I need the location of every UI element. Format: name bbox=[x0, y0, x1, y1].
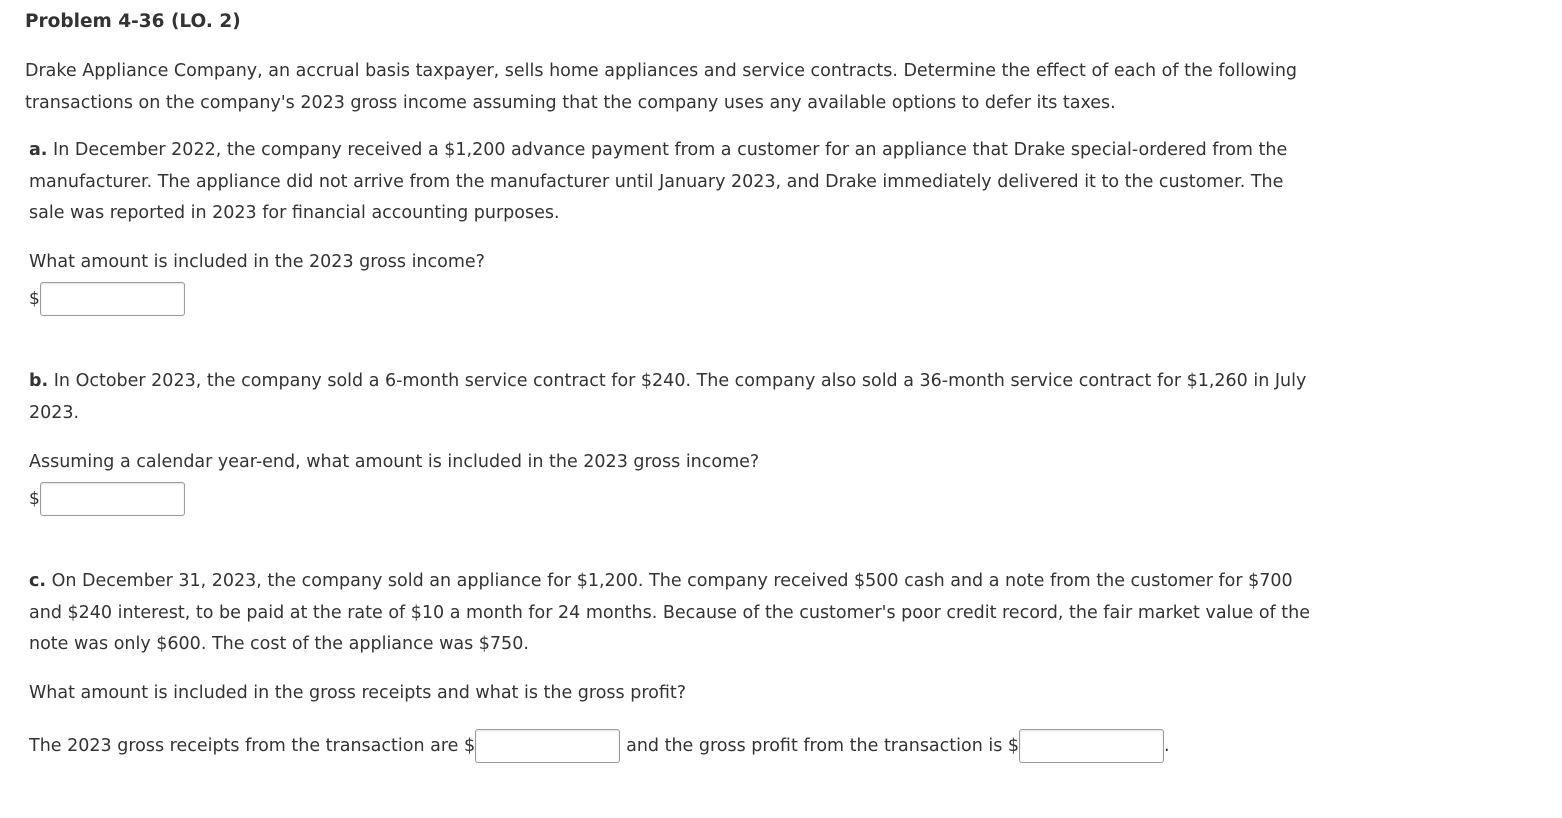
part-a-question: What amount is included in the 2023 gross income? bbox=[29, 252, 485, 272]
part-c-body: On December 31, 2023, the company sold an appliance for $1,200. The company received $500 cash and a note from the customer for $700 and $240 interest, to be paid at the rate of $10 a month for 24 months. Because of the customer's poor credit record, the fair market value of the note was only $600. The cost of the appliance was $750. bbox=[29, 571, 1310, 654]
part-a-amount-input[interactable] bbox=[40, 282, 185, 316]
part-b-answer-row bbox=[29, 482, 185, 516]
gross-profit-input[interactable] bbox=[1019, 729, 1164, 763]
part-b-letter: b. bbox=[29, 371, 49, 391]
gross-receipts-label: The 2023 gross receipts from the transaction are $ bbox=[29, 736, 476, 756]
part-b-text bbox=[29, 366, 1319, 429]
part-b-currency: $ bbox=[29, 489, 40, 509]
part-c-answer-row bbox=[29, 729, 1170, 763]
part-c-question: What amount is included in the gross receipts and what is the gross profit? bbox=[29, 683, 687, 703]
sentence-period: . bbox=[1164, 736, 1170, 756]
part-c-letter: c. bbox=[29, 571, 47, 591]
part-a-currency: $ bbox=[29, 289, 40, 309]
part-a-body: In December 2022, the company received a $1,200 advance payment from a customer for an appliance that Drake special-ordered from the manufacturer. The appliance did not arrive from the manufacturer until January 2023, and Drake immediately delivered it to the customer. The sale was reported in 2023 for financial accounting purposes. bbox=[29, 140, 1288, 223]
problem-title: Problem 4-36 (LO. 2) bbox=[25, 11, 241, 32]
problem-intro: Drake Appliance Company, an accrual basis taxpayer, sells home appliances and service contracts. Determine the effect of each of the following transactions on the company's 2023 gross income assuming that the company uses any available options to defer its taxes. bbox=[25, 61, 1298, 113]
part-a-letter: a. bbox=[29, 140, 48, 160]
part-b-body: In October 2023, the company sold a 6-month service contract for $240. The company also sold a 36-month service contract for $1,260 in July 2023. bbox=[29, 371, 1307, 423]
part-a-answer-row bbox=[29, 282, 185, 316]
gross-receipts-input[interactable] bbox=[475, 729, 620, 763]
gross-profit-label: and the gross profit from the transaction is $ bbox=[626, 736, 1020, 756]
part-b-amount-input[interactable] bbox=[40, 482, 185, 516]
part-b-question: Assuming a calendar year-end, what amount is included in the 2023 gross income? bbox=[29, 452, 760, 472]
part-a-text bbox=[29, 135, 1319, 230]
part-c-text bbox=[29, 566, 1319, 661]
